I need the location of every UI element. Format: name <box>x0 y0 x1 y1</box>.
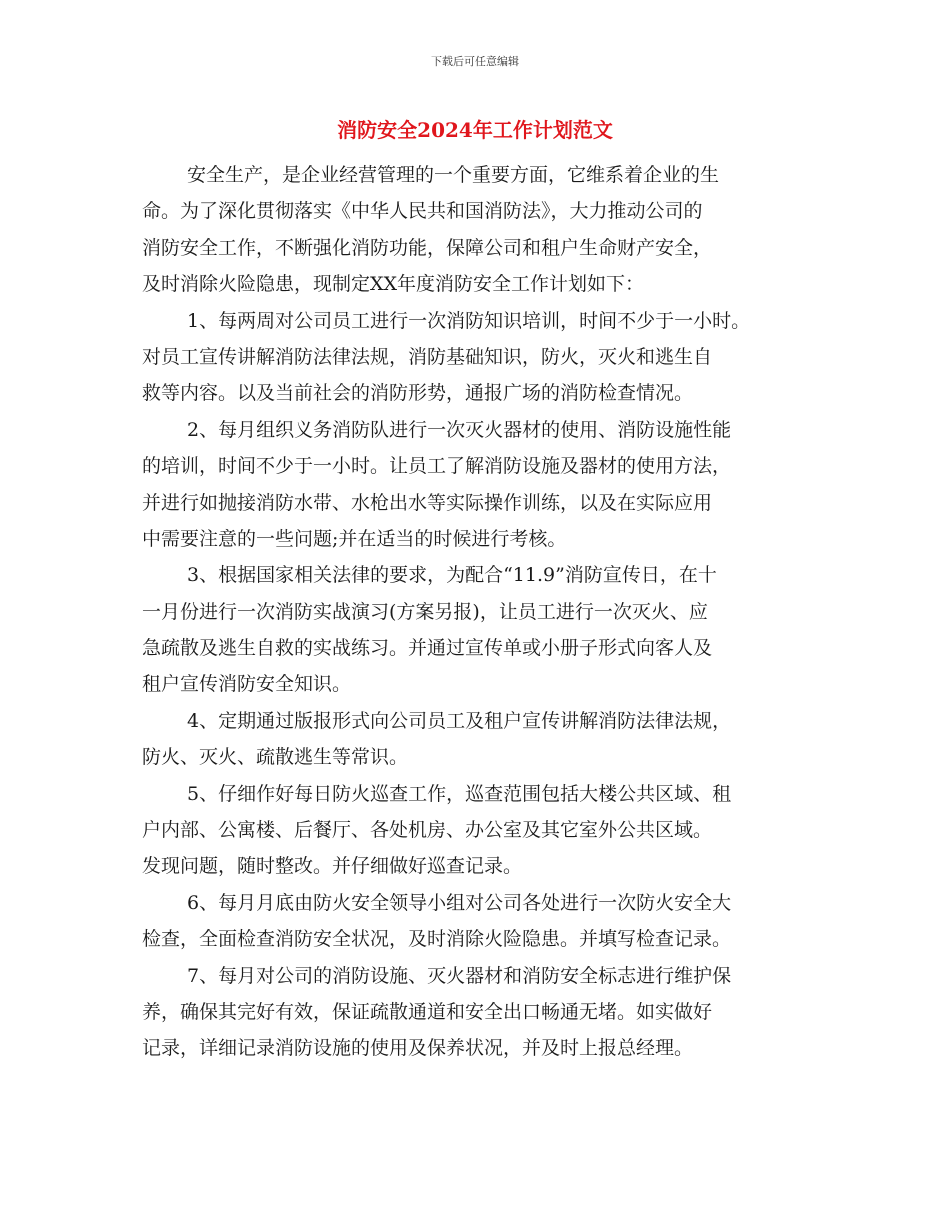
body-line: 户内部、公寓楼、后餐厅、各处机房、办公室及其它室外公共区域。 <box>142 819 713 842</box>
document-body <box>142 157 842 1067</box>
body-line: 安全生产，是企业经营管理的一个重要方面，它维系着企业的生 <box>187 164 720 186</box>
body-line: 并进行如抛接消防水带、水枪出水等实际操作训练，以及在实际应用 <box>142 491 713 514</box>
body-line: 记录，详细记录消防设施的使用及保养状况，并及时上报总经理。 <box>142 1037 694 1060</box>
body-line: 救等内容。以及当前社会的消防形势，通报广场的消防检查情况。 <box>142 382 694 405</box>
body-line: 的培训，时间不少于一小时。让员工了解消防设施及器材的使用方法， <box>142 455 732 478</box>
body-line: 检查，全面检查消防安全状况，及时消除火险隐患。并填写检查记录。 <box>142 928 732 951</box>
body-line: 一月份进行一次消防实战演习(方案另报)，让员工进行一次灭火、应 <box>142 600 708 623</box>
body-line: 命。为了深化贯彻落实《中华人民共和国消防法》，大力推动公司的 <box>142 200 703 223</box>
document-title: 消防安全2024年工作计划范文 <box>337 118 613 142</box>
body-line: 养，确保其完好有效，保证疏散通道和安全出口畅通无堵。如实做好 <box>142 1000 713 1023</box>
body-line: 消防安全工作，不断强化消防功能，保障公司和租户生命财产安全， <box>142 236 713 259</box>
body-line: 1、每两周对公司员工进行一次消防知识培训，时间不少于一小时。 <box>187 309 751 332</box>
body-line: 2、每月组织义务消防队进行一次灭火器材的使用、消防设施性能 <box>187 418 732 441</box>
body-line: 5、仔细作好每日防火巡查工作，巡查范围包括大楼公共区域、租 <box>187 782 732 805</box>
body-line: 3、根据国家相关法律的要求，为配合“11.9”消防宣传日，在十 <box>187 564 717 587</box>
header-note: 下载后可任意编辑 <box>431 55 519 68</box>
body-line: 租户宣传消防安全知识。 <box>142 673 352 696</box>
body-line: 中需要注意的一些问题;并在适当的时候进行考核。 <box>142 527 567 550</box>
body-line: 对员工宣传讲解消防法律法规，消防基础知识，防火，灭火和逃生自 <box>142 345 713 368</box>
body-line: 防火、灭火、疏散逃生等常识。 <box>142 746 409 769</box>
body-line: 及时消除火险隐患，现制定XX年度消防安全工作计划如下： <box>142 273 645 296</box>
body-line: 6、每月月底由防火安全领导小组对公司各处进行一次防火安全大 <box>187 891 732 914</box>
body-line: 急疏散及逃生自救的实战练习。并通过宣传单或小册子形式向客人及 <box>142 637 713 660</box>
body-line: 7、每月对公司的消防设施、灭火器材和消防安全标志进行维护保 <box>187 964 732 987</box>
body-line: 4、定期通过版报形式向公司员工及租户宣传讲解消防法律法规， <box>187 709 732 732</box>
body-line: 发现问题，随时整改。并仔细做好巡查记录。 <box>142 855 523 878</box>
